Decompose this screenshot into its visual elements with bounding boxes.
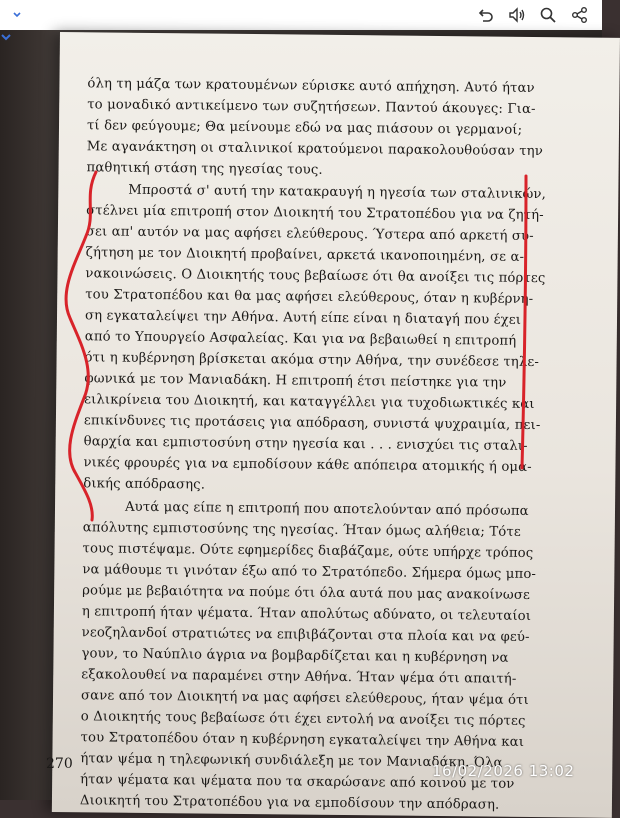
text-line: η επιτροπή ήταν ψέματα. Ήταν απολύτως αδύνατο, οι τελευταίοι	[81, 604, 532, 624]
text-line: ζήτηση με τον Διοικητή προβαίνει, αρκετά ικανοποιημένη, σε α-	[85, 245, 525, 265]
text-line: ήταν ψέμα η τηλεφωνική συνδιάλεξη με τον Μανιαδάκη. Όλα	[80, 751, 503, 771]
text-line: Αυτά μας είπε η επιτροπή που αποτελούνταν από πρόσωπα	[124, 499, 529, 519]
text-line: του Στρατοπέδου όταν η κυβέρνηση εγκαταλείψει την Αθήνα και	[80, 730, 525, 750]
text-line: ήταν ψέματα και ψέματα που τα σκαρώσανε από κοινού με τον	[80, 772, 515, 792]
text-line: γουν, το Ναύπλιο άγρια να βομβαρδίζεται και η κυβέρνηση να	[81, 646, 509, 666]
text-line: σανε από τον Διοικητή να μας αφήσει ελεύθερους, ήταν ψέμα ότι	[80, 688, 529, 708]
page-number: 270	[46, 756, 73, 772]
text-line: θαρχία και εμπιστοσύνη στην ηγεσία και . . . ενισχύει τις σταλι-	[83, 434, 528, 454]
text-line: Μπροστά σ' αυτή την κατακραυγή η ηγεσία των σταλινικών,	[128, 182, 547, 203]
text-line: Διοικητή του Στρατοπέδου για να εμποδίσουν την απόδραση.	[79, 793, 500, 813]
text-line: Με αγανάκτηση οι σταλινικοί κρατούμενοι παρακολουθούσαν την	[86, 139, 543, 160]
text-line: τους πιστέψαμε. Ούτε εφημερίδες διαβάζαμε, ούτε υπήρχε τρόπος	[82, 541, 534, 561]
text-line: νικές φρουρές για να εμποδίσουν κάθε απόπειρα ατομικής ή ομα-	[83, 455, 532, 475]
text-line: όλη τη μάζα των κρατουμένων εύρισκε αυτό απήχηση. Αυτό ήταν	[87, 76, 535, 96]
text-line: ότι η κυβέρνηση βρίσκεται ακόμα στην Αθήνα, την συνέδεσε τηλε-	[84, 350, 540, 371]
text-line: να μάθουμε τι γινόταν έξω από το Στρατόπεδο. Σήμερα όμως μπο-	[82, 562, 537, 583]
text-line: απόλυτης εμπιστοσύνης της ηγεσίας. Ήταν όμως αλήθεια; Τότε	[82, 520, 521, 540]
text-line: του Στρατοπέδου και θα μας αφήσει ελεύθερους, όταν η κυβέρνη-	[85, 287, 534, 307]
text-line: εξακολουθεί να παραμένει στην Αθήνα. Ήταν ψέμα ότι απαιτή-	[81, 667, 517, 687]
text-line: ο Διοικητής τους βεβαίωσε ότι έχει εντολή να ανοίξει τις πόρτες	[80, 709, 526, 729]
text-line: ειλικρίνεια του Διοικητή, και καταγγέλλει για τυχοδιωκτικές και	[84, 392, 535, 412]
text-line: παθητική στάση της ηγεσίας τους.	[86, 160, 323, 178]
camera-timestamp: 16/02/2026 13:02	[432, 762, 575, 780]
red-vertical-line	[522, 176, 526, 468]
text-line: στέλνει μία επιτροπή στον Διοικητή του Στρατοπέδου για να ζητή-	[86, 203, 544, 224]
text-line: σει απ' αυτόν να μας αφήσει ελεύθερους. Ύστερα από αρκετή συ-	[85, 224, 534, 244]
text-line: επικίνδυνες τις προτάσεις για απόδραση, συνιστά ψυχραιμία, πει-	[83, 413, 541, 434]
text-line: δικής απόδρασης.	[83, 476, 206, 493]
text-line: το μοναδικό αντικείμενο των συζητήσεων. Παντού άκουγες: Για-	[87, 97, 536, 117]
red-wavy-bracket	[66, 172, 96, 520]
text-line: φωνικά με τον Μανιαδάκη. Η επιτροπή έτσι πείστηκε για την	[84, 371, 507, 391]
text-line: τί δεν φεύγουμε; Θα μείνουμε εδώ να μας πιάσουν οι γερμανοί;	[86, 118, 523, 138]
text-line: νεοζηλανδοί στρατιώτες να επιβιβάζονται στα πλοία και να φεύ-	[81, 625, 530, 645]
text-line: ση εγκαταλείψει την Αθήνα. Αυτή είπε είναι η διαταγή που έχει	[84, 308, 522, 328]
text-line: ρούμε με βεβαιότητα να πούμε ότι όλα αυτά που μας ανακοίνωσε	[82, 583, 531, 603]
text-line: νακοινώσεις. Ο Διοικητής τους βεβαίωσε ότι θα ανοίξει τις πόρτες	[85, 266, 546, 287]
text-line: από το Υπουργείο Ασφαλείας. Και για να βεβαιωθεί η επιτροπή	[84, 329, 517, 349]
